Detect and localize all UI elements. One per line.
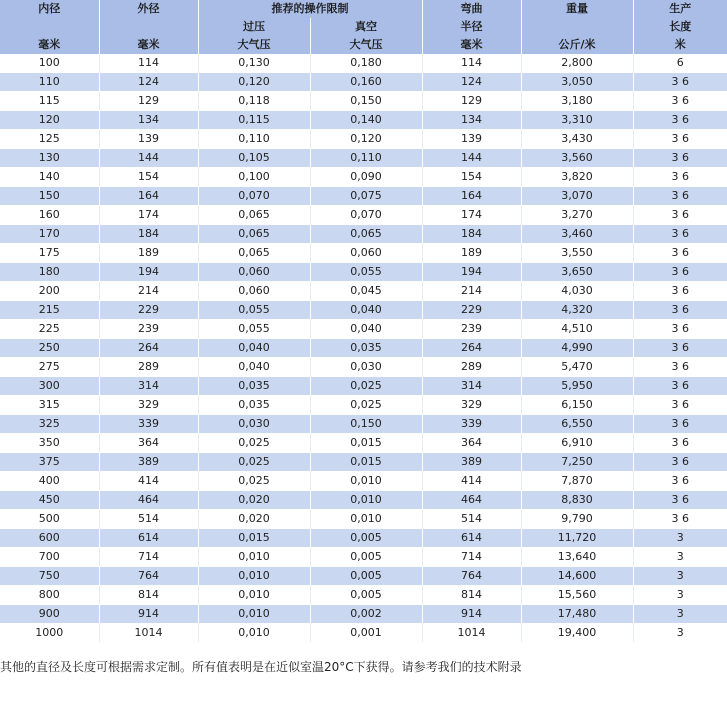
header-row-2 (0, 18, 727, 36)
cell-vacuum: 0,035 (310, 339, 422, 358)
cell-production-length: 3 6 (633, 244, 727, 263)
cell-production-length: 3 6 (633, 472, 727, 491)
table-row (0, 377, 727, 396)
cell-overpressure: 0,105 (198, 149, 310, 168)
table-row (0, 244, 727, 263)
cell-overpressure: 0,020 (198, 510, 310, 529)
cell-inner-diameter: 400 (0, 472, 99, 491)
cell-overpressure: 0,065 (198, 244, 310, 263)
cell-weight: 3,560 (521, 149, 633, 168)
cell-outer-diameter: 339 (99, 415, 198, 434)
cell-outer-diameter: 154 (99, 168, 198, 187)
cell-weight: 14,600 (521, 567, 633, 586)
cell-outer-diameter: 389 (99, 453, 198, 472)
header-weight: 重量 (521, 0, 633, 18)
table-row (0, 320, 727, 339)
cell-overpressure: 0,110 (198, 130, 310, 149)
cell-overpressure: 0,010 (198, 624, 310, 643)
cell-production-length: 3 6 (633, 320, 727, 339)
cell-inner-diameter: 225 (0, 320, 99, 339)
cell-weight: 3,050 (521, 73, 633, 92)
cell-outer-diameter: 814 (99, 586, 198, 605)
cell-vacuum: 0,110 (310, 149, 422, 168)
cell-weight: 8,830 (521, 491, 633, 510)
cell-bend-radius: 129 (422, 92, 521, 111)
cell-weight: 6,910 (521, 434, 633, 453)
cell-bend-radius: 264 (422, 339, 521, 358)
cell-vacuum: 0,010 (310, 510, 422, 529)
cell-vacuum: 0,015 (310, 434, 422, 453)
table-row (0, 624, 727, 643)
cell-weight: 3,180 (521, 92, 633, 111)
cell-vacuum: 0,160 (310, 73, 422, 92)
table-row (0, 187, 727, 206)
header-outer-diameter: 外径 (99, 0, 198, 18)
cell-weight: 17,480 (521, 605, 633, 624)
cell-inner-diameter: 180 (0, 263, 99, 282)
cell-outer-diameter: 764 (99, 567, 198, 586)
cell-bend-radius: 329 (422, 396, 521, 415)
cell-inner-diameter: 100 (0, 54, 99, 73)
cell-vacuum: 0,005 (310, 548, 422, 567)
table-row (0, 339, 727, 358)
cell-overpressure: 0,040 (198, 358, 310, 377)
cell-outer-diameter: 189 (99, 244, 198, 263)
table-row (0, 491, 727, 510)
cell-vacuum: 0,070 (310, 206, 422, 225)
cell-production-length: 3 (633, 605, 727, 624)
cell-weight: 3,650 (521, 263, 633, 282)
cell-vacuum: 0,180 (310, 54, 422, 73)
table-row (0, 149, 727, 168)
cell-bend-radius: 389 (422, 453, 521, 472)
cell-outer-diameter: 414 (99, 472, 198, 491)
cell-overpressure: 0,065 (198, 225, 310, 244)
cell-inner-diameter: 300 (0, 377, 99, 396)
cell-vacuum: 0,025 (310, 396, 422, 415)
cell-weight: 5,950 (521, 377, 633, 396)
table-row (0, 415, 727, 434)
cell-weight: 5,470 (521, 358, 633, 377)
cell-overpressure: 0,070 (198, 187, 310, 206)
cell-bend-radius: 144 (422, 149, 521, 168)
cell-overpressure: 0,060 (198, 263, 310, 282)
cell-overpressure: 0,055 (198, 301, 310, 320)
cell-inner-diameter: 170 (0, 225, 99, 244)
cell-outer-diameter: 144 (99, 149, 198, 168)
unit-overpressure: 大气压 (198, 36, 310, 54)
cell-production-length: 3 6 (633, 510, 727, 529)
table-row (0, 586, 727, 605)
cell-overpressure: 0,055 (198, 320, 310, 339)
cell-outer-diameter: 164 (99, 187, 198, 206)
cell-vacuum: 0,002 (310, 605, 422, 624)
cell-outer-diameter: 514 (99, 510, 198, 529)
cell-inner-diameter: 140 (0, 168, 99, 187)
table-row (0, 225, 727, 244)
cell-overpressure: 0,130 (198, 54, 310, 73)
header-row-1 (0, 0, 727, 18)
cell-bend-radius: 114 (422, 54, 521, 73)
cell-vacuum: 0,055 (310, 263, 422, 282)
cell-outer-diameter: 194 (99, 263, 198, 282)
cell-production-length: 3 6 (633, 263, 727, 282)
cell-weight: 11,720 (521, 529, 633, 548)
cell-bend-radius: 289 (422, 358, 521, 377)
cell-weight: 3,820 (521, 168, 633, 187)
cell-bend-radius: 184 (422, 225, 521, 244)
cell-inner-diameter: 200 (0, 282, 99, 301)
table-row (0, 73, 727, 92)
unit-vacuum: 大气压 (310, 36, 422, 54)
cell-inner-diameter: 700 (0, 548, 99, 567)
cell-weight: 4,990 (521, 339, 633, 358)
table-row (0, 567, 727, 586)
cell-inner-diameter: 1000 (0, 624, 99, 643)
cell-weight: 3,460 (521, 225, 633, 244)
cell-production-length: 3 6 (633, 339, 727, 358)
cell-inner-diameter: 315 (0, 396, 99, 415)
cell-vacuum: 0,065 (310, 225, 422, 244)
table-row (0, 396, 727, 415)
cell-overpressure: 0,010 (198, 605, 310, 624)
cell-inner-diameter: 325 (0, 415, 99, 434)
cell-outer-diameter: 614 (99, 529, 198, 548)
header-inner-diameter: 内径 (0, 0, 99, 18)
cell-inner-diameter: 125 (0, 130, 99, 149)
cell-inner-diameter: 215 (0, 301, 99, 320)
cell-outer-diameter: 124 (99, 73, 198, 92)
unit-inner-diameter: 毫米 (0, 36, 99, 54)
cell-vacuum: 0,005 (310, 567, 422, 586)
cell-production-length: 3 6 (633, 358, 727, 377)
cell-outer-diameter: 114 (99, 54, 198, 73)
cell-production-length: 3 6 (633, 282, 727, 301)
table-row (0, 358, 727, 377)
cell-vacuum: 0,140 (310, 111, 422, 130)
cell-inner-diameter: 275 (0, 358, 99, 377)
header-production: 生产 (633, 0, 727, 18)
cell-outer-diameter: 714 (99, 548, 198, 567)
cell-bend-radius: 229 (422, 301, 521, 320)
cell-production-length: 3 6 (633, 149, 727, 168)
cell-vacuum: 0,090 (310, 168, 422, 187)
cell-inner-diameter: 375 (0, 453, 99, 472)
cell-weight: 19,400 (521, 624, 633, 643)
cell-production-length: 6 (633, 54, 727, 73)
unit-length: 米 (633, 36, 727, 54)
table-row (0, 434, 727, 453)
cell-production-length: 3 6 (633, 453, 727, 472)
table-row (0, 282, 727, 301)
cell-overpressure: 0,010 (198, 567, 310, 586)
cell-production-length: 3 6 (633, 225, 727, 244)
cell-production-length: 3 6 (633, 415, 727, 434)
cell-weight: 3,550 (521, 244, 633, 263)
cell-vacuum: 0,005 (310, 586, 422, 605)
cell-outer-diameter: 214 (99, 282, 198, 301)
table-row (0, 605, 727, 624)
cell-production-length: 3 6 (633, 130, 727, 149)
cell-bend-radius: 314 (422, 377, 521, 396)
cell-bend-radius: 414 (422, 472, 521, 491)
cell-weight: 4,030 (521, 282, 633, 301)
cell-overpressure: 0,060 (198, 282, 310, 301)
cell-outer-diameter: 184 (99, 225, 198, 244)
header-bend: 弯曲 (422, 0, 521, 18)
table-row (0, 111, 727, 130)
cell-weight: 13,640 (521, 548, 633, 567)
table-body (0, 54, 727, 643)
cell-bend-radius: 614 (422, 529, 521, 548)
cell-inner-diameter: 450 (0, 491, 99, 510)
cell-weight: 3,270 (521, 206, 633, 225)
cell-inner-diameter: 160 (0, 206, 99, 225)
cell-outer-diameter: 289 (99, 358, 198, 377)
cell-inner-diameter: 800 (0, 586, 99, 605)
cell-overpressure: 0,040 (198, 339, 310, 358)
cell-outer-diameter: 464 (99, 491, 198, 510)
cell-vacuum: 0,060 (310, 244, 422, 263)
table-header (0, 0, 727, 54)
header-vacuum: 真空 (310, 18, 422, 36)
cell-production-length: 3 6 (633, 168, 727, 187)
cell-vacuum: 0,025 (310, 377, 422, 396)
table-row (0, 529, 727, 548)
cell-overpressure: 0,100 (198, 168, 310, 187)
cell-outer-diameter: 239 (99, 320, 198, 339)
cell-production-length: 3 (633, 529, 727, 548)
cell-inner-diameter: 120 (0, 111, 99, 130)
cell-vacuum: 0,045 (310, 282, 422, 301)
cell-bend-radius: 189 (422, 244, 521, 263)
unit-bend-radius: 毫米 (422, 36, 521, 54)
cell-overpressure: 0,010 (198, 586, 310, 605)
table-row (0, 168, 727, 187)
cell-vacuum: 0,150 (310, 92, 422, 111)
table-row (0, 206, 727, 225)
table-row (0, 54, 727, 73)
cell-vacuum: 0,075 (310, 187, 422, 206)
cell-inner-diameter: 350 (0, 434, 99, 453)
cell-bend-radius: 514 (422, 510, 521, 529)
header-recommended-limits: 推荐的操作限制 (198, 0, 422, 18)
cell-weight: 9,790 (521, 510, 633, 529)
cell-overpressure: 0,035 (198, 377, 310, 396)
cell-bend-radius: 814 (422, 586, 521, 605)
cell-weight: 15,560 (521, 586, 633, 605)
cell-outer-diameter: 364 (99, 434, 198, 453)
cell-overpressure: 0,025 (198, 434, 310, 453)
cell-bend-radius: 339 (422, 415, 521, 434)
cell-production-length: 3 6 (633, 396, 727, 415)
cell-overpressure: 0,065 (198, 206, 310, 225)
cell-overpressure: 0,035 (198, 396, 310, 415)
cell-vacuum: 0,010 (310, 472, 422, 491)
cell-vacuum: 0,150 (310, 415, 422, 434)
cell-weight: 4,510 (521, 320, 633, 339)
cell-outer-diameter: 1014 (99, 624, 198, 643)
unit-outer-diameter: 毫米 (99, 36, 198, 54)
cell-overpressure: 0,025 (198, 453, 310, 472)
cell-production-length: 3 6 (633, 301, 727, 320)
cell-overpressure: 0,118 (198, 92, 310, 111)
cell-bend-radius: 194 (422, 263, 521, 282)
cell-production-length: 3 (633, 586, 727, 605)
cell-bend-radius: 154 (422, 168, 521, 187)
table-row (0, 92, 727, 111)
table-row (0, 548, 727, 567)
cell-vacuum: 0,005 (310, 529, 422, 548)
cell-weight: 3,070 (521, 187, 633, 206)
cell-overpressure: 0,025 (198, 472, 310, 491)
cell-inner-diameter: 150 (0, 187, 99, 206)
cell-production-length: 3 6 (633, 187, 727, 206)
cell-overpressure: 0,030 (198, 415, 310, 434)
cell-production-length: 3 6 (633, 73, 727, 92)
cell-bend-radius: 764 (422, 567, 521, 586)
cell-vacuum: 0,120 (310, 130, 422, 149)
cell-inner-diameter: 500 (0, 510, 99, 529)
cell-weight: 3,430 (521, 130, 633, 149)
cell-inner-diameter: 600 (0, 529, 99, 548)
cell-overpressure: 0,020 (198, 491, 310, 510)
cell-production-length: 3 (633, 567, 727, 586)
cell-production-length: 3 6 (633, 111, 727, 130)
cell-weight: 7,250 (521, 453, 633, 472)
table-row (0, 301, 727, 320)
cell-production-length: 3 6 (633, 434, 727, 453)
cell-bend-radius: 164 (422, 187, 521, 206)
cell-production-length: 3 6 (633, 491, 727, 510)
cell-overpressure: 0,010 (198, 548, 310, 567)
table-row (0, 130, 727, 149)
cell-vacuum: 0,010 (310, 491, 422, 510)
cell-inner-diameter: 900 (0, 605, 99, 624)
header-overpressure: 过压 (198, 18, 310, 36)
header-empty-cell (0, 18, 99, 36)
cell-outer-diameter: 129 (99, 92, 198, 111)
cell-production-length: 3 6 (633, 92, 727, 111)
cell-outer-diameter: 314 (99, 377, 198, 396)
table-row (0, 472, 727, 491)
cell-inner-diameter: 115 (0, 92, 99, 111)
cell-outer-diameter: 174 (99, 206, 198, 225)
cell-outer-diameter: 329 (99, 396, 198, 415)
cell-production-length: 3 6 (633, 206, 727, 225)
header-empty-cell (99, 18, 198, 36)
cell-bend-radius: 124 (422, 73, 521, 92)
unit-weight: 公斤/米 (521, 36, 633, 54)
cell-weight: 4,320 (521, 301, 633, 320)
cell-inner-diameter: 750 (0, 567, 99, 586)
cell-weight: 6,550 (521, 415, 633, 434)
table-row (0, 453, 727, 472)
cell-bend-radius: 139 (422, 130, 521, 149)
cell-outer-diameter: 139 (99, 130, 198, 149)
table-row (0, 263, 727, 282)
cell-overpressure: 0,115 (198, 111, 310, 130)
cell-vacuum: 0,001 (310, 624, 422, 643)
table-row (0, 510, 727, 529)
footnote: 其他的直径及长度可根据需求定制。所有值表明是在近似室温20°C下获得。请参考我们的技术附录 (0, 660, 522, 674)
cell-bend-radius: 714 (422, 548, 521, 567)
cell-bend-radius: 214 (422, 282, 521, 301)
cell-bend-radius: 239 (422, 320, 521, 339)
cell-outer-diameter: 134 (99, 111, 198, 130)
cell-vacuum: 0,040 (310, 320, 422, 339)
cell-production-length: 3 (633, 624, 727, 643)
cell-production-length: 3 6 (633, 377, 727, 396)
cell-weight: 3,310 (521, 111, 633, 130)
cell-inner-diameter: 175 (0, 244, 99, 263)
cell-vacuum: 0,030 (310, 358, 422, 377)
cell-production-length: 3 (633, 548, 727, 567)
cell-outer-diameter: 914 (99, 605, 198, 624)
header-units-row (0, 36, 727, 54)
cell-bend-radius: 134 (422, 111, 521, 130)
cell-inner-diameter: 250 (0, 339, 99, 358)
cell-weight: 6,150 (521, 396, 633, 415)
cell-overpressure: 0,015 (198, 529, 310, 548)
cell-overpressure: 0,120 (198, 73, 310, 92)
cell-weight: 2,800 (521, 54, 633, 73)
header-length: 长度 (633, 18, 727, 36)
cell-vacuum: 0,040 (310, 301, 422, 320)
cell-inner-diameter: 110 (0, 73, 99, 92)
cell-vacuum: 0,015 (310, 453, 422, 472)
cell-outer-diameter: 229 (99, 301, 198, 320)
cell-bend-radius: 914 (422, 605, 521, 624)
cell-bend-radius: 364 (422, 434, 521, 453)
cell-bend-radius: 464 (422, 491, 521, 510)
cell-inner-diameter: 130 (0, 149, 99, 168)
cell-weight: 7,870 (521, 472, 633, 491)
header-empty-cell (521, 18, 633, 36)
cell-bend-radius: 1014 (422, 624, 521, 643)
cell-outer-diameter: 264 (99, 339, 198, 358)
cell-bend-radius: 174 (422, 206, 521, 225)
header-radius: 半径 (422, 18, 521, 36)
